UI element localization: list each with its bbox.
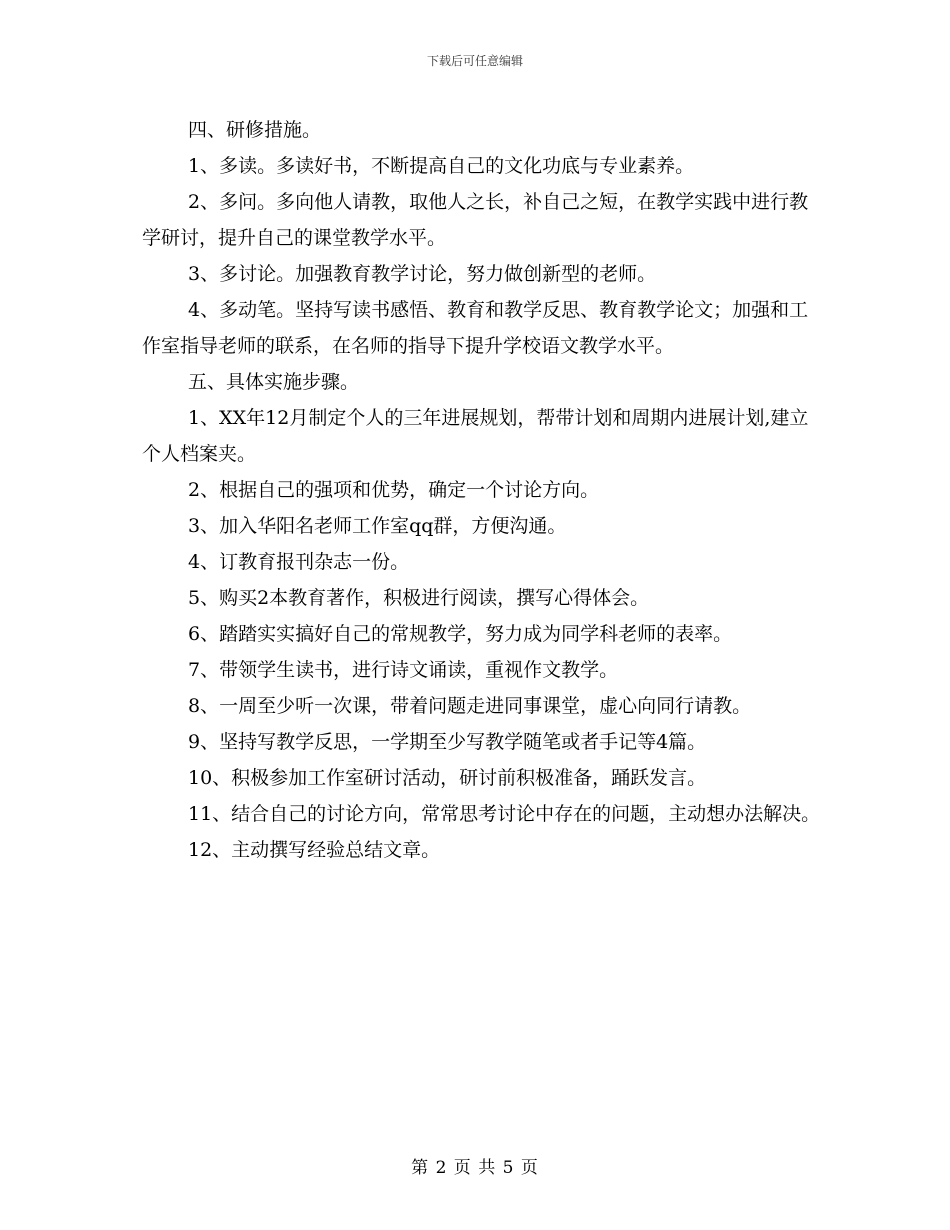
paragraph-item: 2、多问。多向他人请教，取他人之长，补自己之短，在教学实践中进行教学研讨，提升自己的课堂教学水平。 xyxy=(142,191,809,249)
page-header-note: 下载后可任意编辑 xyxy=(426,54,523,68)
paragraph-item: 3、加入华阳名老师工作室qq群，方便沟通。 xyxy=(188,515,567,537)
paragraph-item: 4、订教育报刊杂志一份。 xyxy=(188,551,410,573)
paragraph-item: 3、多讨论。加强教育教学讨论，努力做创新型的老师。 xyxy=(188,263,657,285)
paragraph-item: 10、积极参加工作室研讨活动，研讨前积极准备，踊跃发言。 xyxy=(188,767,707,789)
paragraph-item: 9、坚持写教学反思，一学期至少写教学随笔或者手记等4篇。 xyxy=(188,731,707,753)
paragraph-item: 7、带领学生读书，进行诗文诵读，重视作文教学。 xyxy=(188,659,619,681)
paragraph-item: 11、结合自己的讨论方向，常常思考讨论中存在的问题，主动想办法解决。 xyxy=(188,803,821,825)
paragraph-item: 2、根据自己的强项和优势，确定一个讨论方向。 xyxy=(188,479,600,501)
paragraph-item: 4、多动笔。坚持写读书感悟、教育和教学反思、教育教学论文；加强和工作室指导老师的联系，在名师的指导下提升学校语文教学水平。 xyxy=(142,299,809,357)
paragraph-item: 8、一周至少听一次课，带着问题走进同事课堂，虚心向同行请教。 xyxy=(188,695,752,717)
paragraph-item: 5、购买2本教育著作，积极进行阅读，撰写心得体会。 xyxy=(188,587,650,609)
paragraph-item: 1、多读。多读好书，不断提高自己的文化功底与专业素养。 xyxy=(188,155,695,177)
paragraph-item: 1、XX年12月制定个人的三年进展规划，帮带计划和周期内进展计划,建立个人档案夹。 xyxy=(142,407,809,465)
page-number: 第 2 页 共 5 页 xyxy=(411,1158,539,1178)
heading-implementation-steps: 五、具体实施步骤。 xyxy=(188,371,360,393)
paragraph-item: 6、踏踏实实搞好自己的常规教学，努力成为同学科老师的表率。 xyxy=(188,623,733,645)
heading-research-measures: 四、研修措施。 xyxy=(188,119,322,141)
paragraph-item: 12、主动撰写经验总结文章。 xyxy=(188,839,441,861)
document-body xyxy=(142,112,822,868)
